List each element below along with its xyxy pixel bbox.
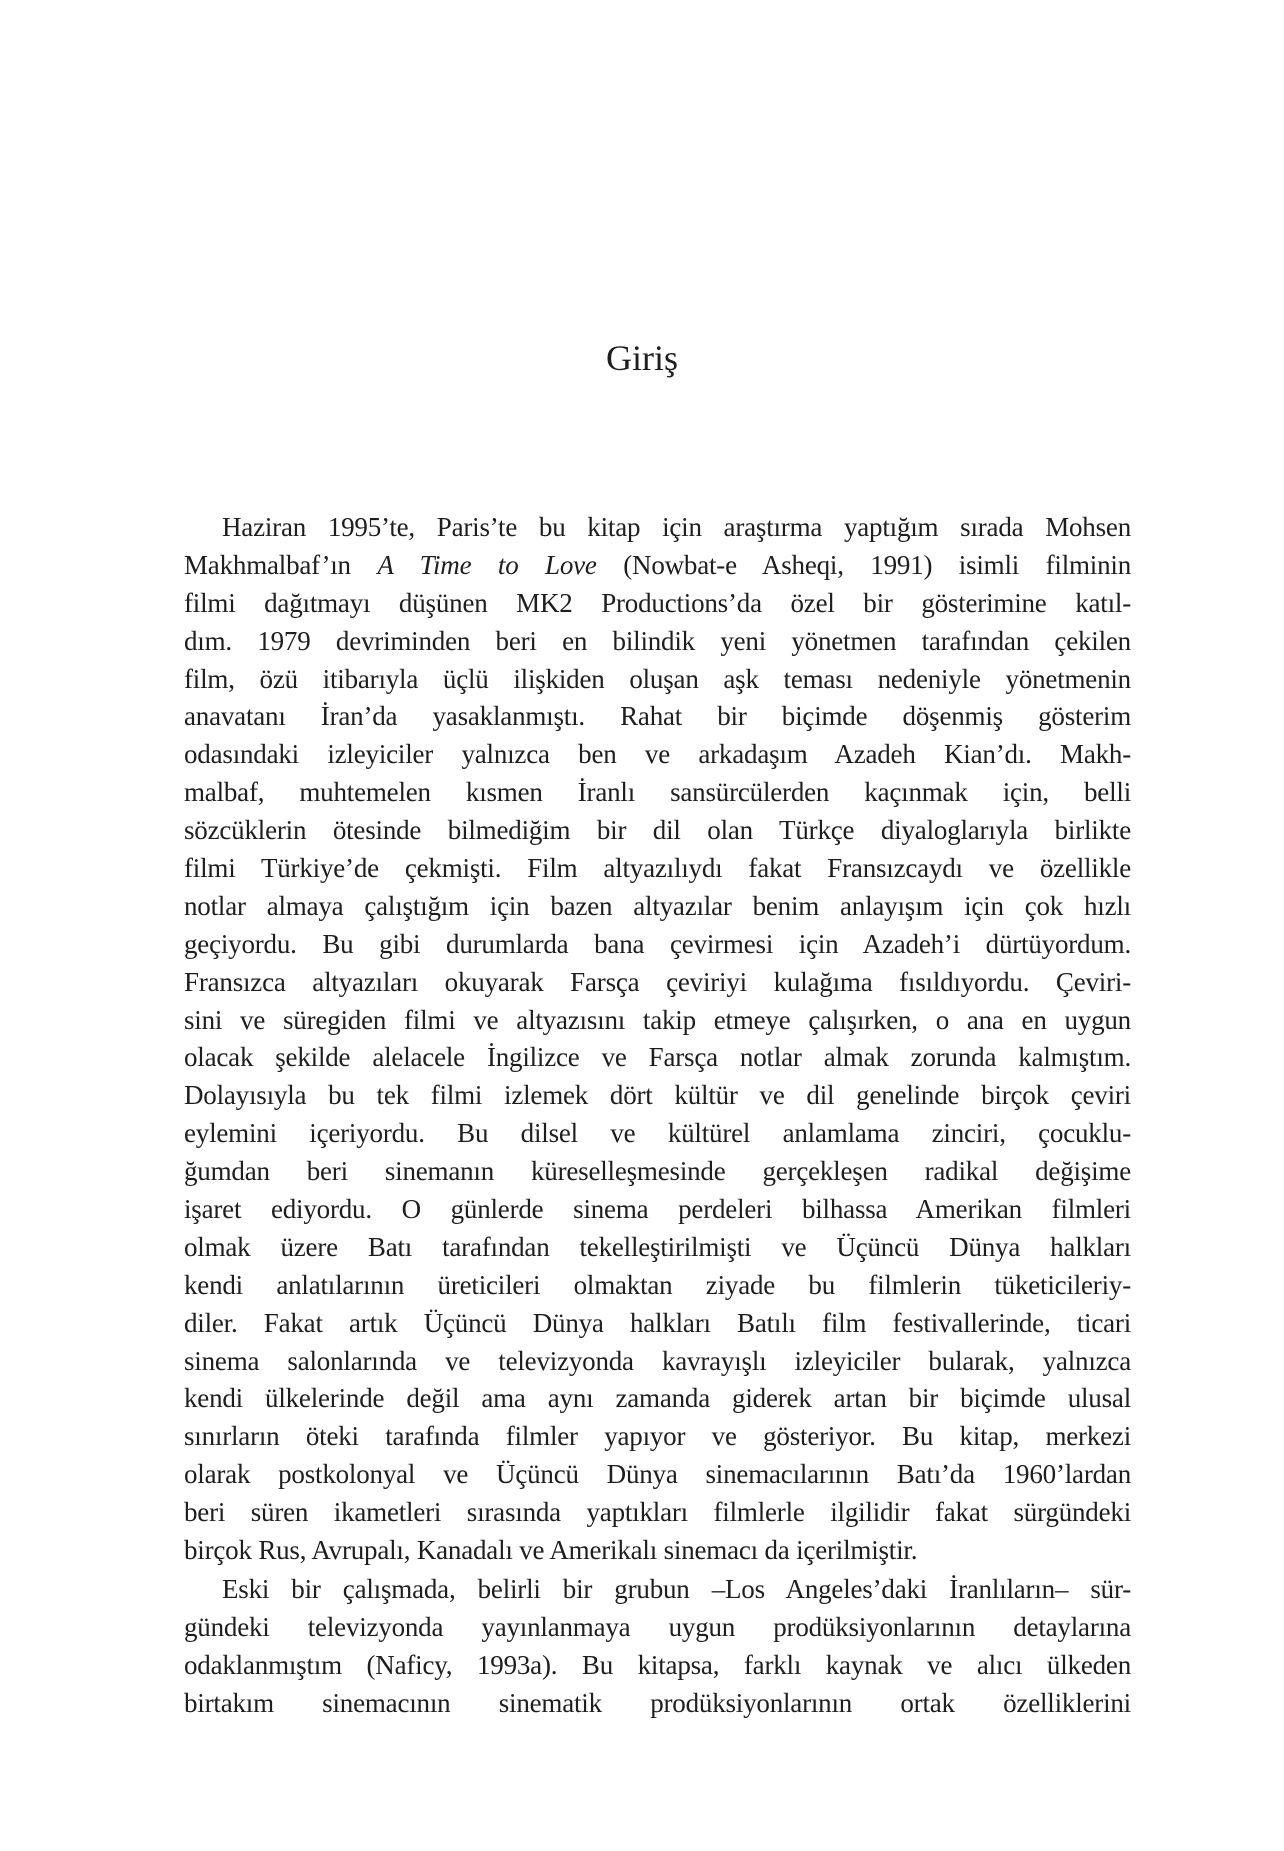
text-line xyxy=(184,1191,1131,1229)
text-line xyxy=(184,585,1131,623)
text-line xyxy=(184,850,1131,888)
text-line xyxy=(184,1418,1131,1456)
text-line xyxy=(184,661,1131,699)
text-run: filmi Türkiye’de çekmişti. Film altyazılıydı fakat Fransızcaydı ve özellikle xyxy=(184,853,1131,884)
text-run: gündeki televizyonda yayınlanmaya uygun prodüksiyonlarının detaylarına xyxy=(184,1611,1131,1642)
text-run: kendi anlatılarının üreticileri olmaktan ziyade bu filmlerin tüketicileriy- xyxy=(184,1269,1131,1300)
text-run: filmi dağıtmayı düşünen MK2 Productions’da özel bir gösterimine katıl- xyxy=(184,587,1131,618)
text-run: ğumdan beri sinemanın küreselleşmesinde gerçekleşen radikal değişime xyxy=(184,1156,1131,1187)
text-run: eylemini içeriyordu. Bu dilsel ve kültürel anlamlama zinciri, çocuklu- xyxy=(184,1118,1131,1149)
text-line xyxy=(184,1456,1131,1494)
text-line xyxy=(184,698,1131,736)
text-run: diler. Fakat artık Üçüncü Dünya halkları Batılı film festivallerinde, ticari xyxy=(184,1307,1131,1338)
text-run: film, özü itibarıyla üçlü ilişkiden oluşan aşk teması nedeniyle yönetmenin xyxy=(184,663,1131,694)
text-line xyxy=(184,1115,1131,1153)
text-run: dım. 1979 devriminden beri en bilindik yeni yönetmen tarafından çekilen xyxy=(184,625,1131,656)
text-line xyxy=(184,1305,1131,1343)
text-line xyxy=(184,509,1131,547)
text-run: anavatanı İran’da yasaklanmıştı. Rahat bir biçimde döşenmiş gösterim xyxy=(184,701,1131,732)
text-line xyxy=(184,1647,1131,1685)
text-line xyxy=(184,736,1131,774)
text-line xyxy=(184,926,1131,964)
text-line xyxy=(184,1153,1131,1191)
text-run: birtakım sinemacının sinematik prodüksiyonlarının ortak özelliklerini xyxy=(184,1687,1131,1718)
text-line xyxy=(184,964,1131,1002)
text-line xyxy=(184,1571,1131,1609)
text-run: kendi ülkelerinde değil ama aynı zamanda giderek artan bir biçimde ulusal xyxy=(184,1383,1131,1414)
text-line xyxy=(184,1002,1131,1040)
text-run: malbaf, muhtemelen kısmen İranlı sansürcülerden kaçınmak için, belli xyxy=(184,777,1131,808)
text-run: (Nowbat-e Asheqi, 1991) isimli filminin xyxy=(596,549,1131,580)
text-line xyxy=(184,1039,1131,1077)
text-run: işaret ediyordu. O günlerde sinema perdeleri bilhassa Amerikan filmleri xyxy=(184,1194,1131,1225)
text-line xyxy=(184,1609,1131,1647)
paragraph-2 xyxy=(184,1571,1131,1723)
text-run: Dolayısıyla bu tek filmi izlemek dört kültür ve dil genelinde birçok çeviri xyxy=(184,1080,1131,1111)
paragraph-1 xyxy=(184,509,1131,1570)
text-line xyxy=(184,1267,1131,1305)
chapter-title: Giriş xyxy=(606,338,678,378)
text-line xyxy=(184,888,1131,926)
film-title: A Time to Love xyxy=(377,549,597,580)
text-line xyxy=(184,1494,1131,1532)
text-run: Haziran 1995’te, Paris’te bu kitap için araştırma yaptığım sırada Mohsen xyxy=(222,512,1131,542)
text-run: birçok Rus, Avrupalı, Kanadalı ve Amerikalı sinemacı da içerilmiştir. xyxy=(184,1535,918,1566)
text-line xyxy=(184,1229,1131,1267)
text-line xyxy=(184,1077,1131,1115)
text-run: Eski bir çalışmada, belirli bir grubun –Los Angeles’daki İranlıların– sür- xyxy=(222,1574,1131,1604)
text-run: Fransızca altyazıları okuyarak Farsça çeviriyi kulağıma fısıldıyordu. Çeviri- xyxy=(184,966,1131,997)
text-run: olarak postkolonyal ve Üçüncü Dünya sinemacılarının Batı’da 1960’lardan xyxy=(184,1459,1131,1490)
text-line xyxy=(184,547,1131,585)
text-run: Makhmalbaf’ın xyxy=(184,549,378,580)
text-run: olacak şekilde alelacele İngilizce ve Farsça notlar almak zorunda kalmıştım. xyxy=(184,1042,1131,1073)
text-run: geçiyordu. Bu gibi durumlarda bana çevirmesi için Azadeh’i dürtüyordum. xyxy=(184,928,1131,959)
text-run: sözcüklerin ötesinde bilmediğim bir dil olan Türkçe diyaloglarıyla birlikte xyxy=(184,815,1131,846)
text-line xyxy=(184,774,1131,812)
text-line xyxy=(184,623,1131,661)
text-run: olmak üzere Batı tarafından tekelleştirilmişti ve Üçüncü Dünya halkları xyxy=(184,1231,1131,1262)
text-line xyxy=(184,1532,1131,1570)
text-line xyxy=(184,1343,1131,1381)
text-run: sini ve süregiden filmi ve altyazısını takip etmeye çalışırken, o ana en uygun xyxy=(184,1004,1131,1035)
text-run: notlar almaya çalıştığım için bazen altyazılar benim anlayışım için çok hızlı xyxy=(184,890,1131,921)
text-line xyxy=(184,812,1131,850)
text-line xyxy=(184,1685,1131,1723)
text-run: sinema salonlarında ve televizyonda kavrayışlı izleyiciler bularak, yalnızca xyxy=(184,1345,1131,1376)
text-line xyxy=(184,1380,1131,1418)
text-run: beri süren ikametleri sırasında yaptıkları filmlerle ilgilidir fakat sürgündeki xyxy=(184,1497,1131,1528)
text-run: odasındaki izleyiciler yalnızca ben ve arkadaşım Azadeh Kian’dı. Makh- xyxy=(184,739,1131,770)
text-run: sınırların öteki tarafında filmler yapıyor ve gösteriyor. Bu kitap, merkezi xyxy=(184,1421,1131,1452)
text-run: odaklanmıştım (Naficy, 1993a). Bu kitapsa, farklı kaynak ve alıcı ülkeden xyxy=(184,1649,1131,1680)
